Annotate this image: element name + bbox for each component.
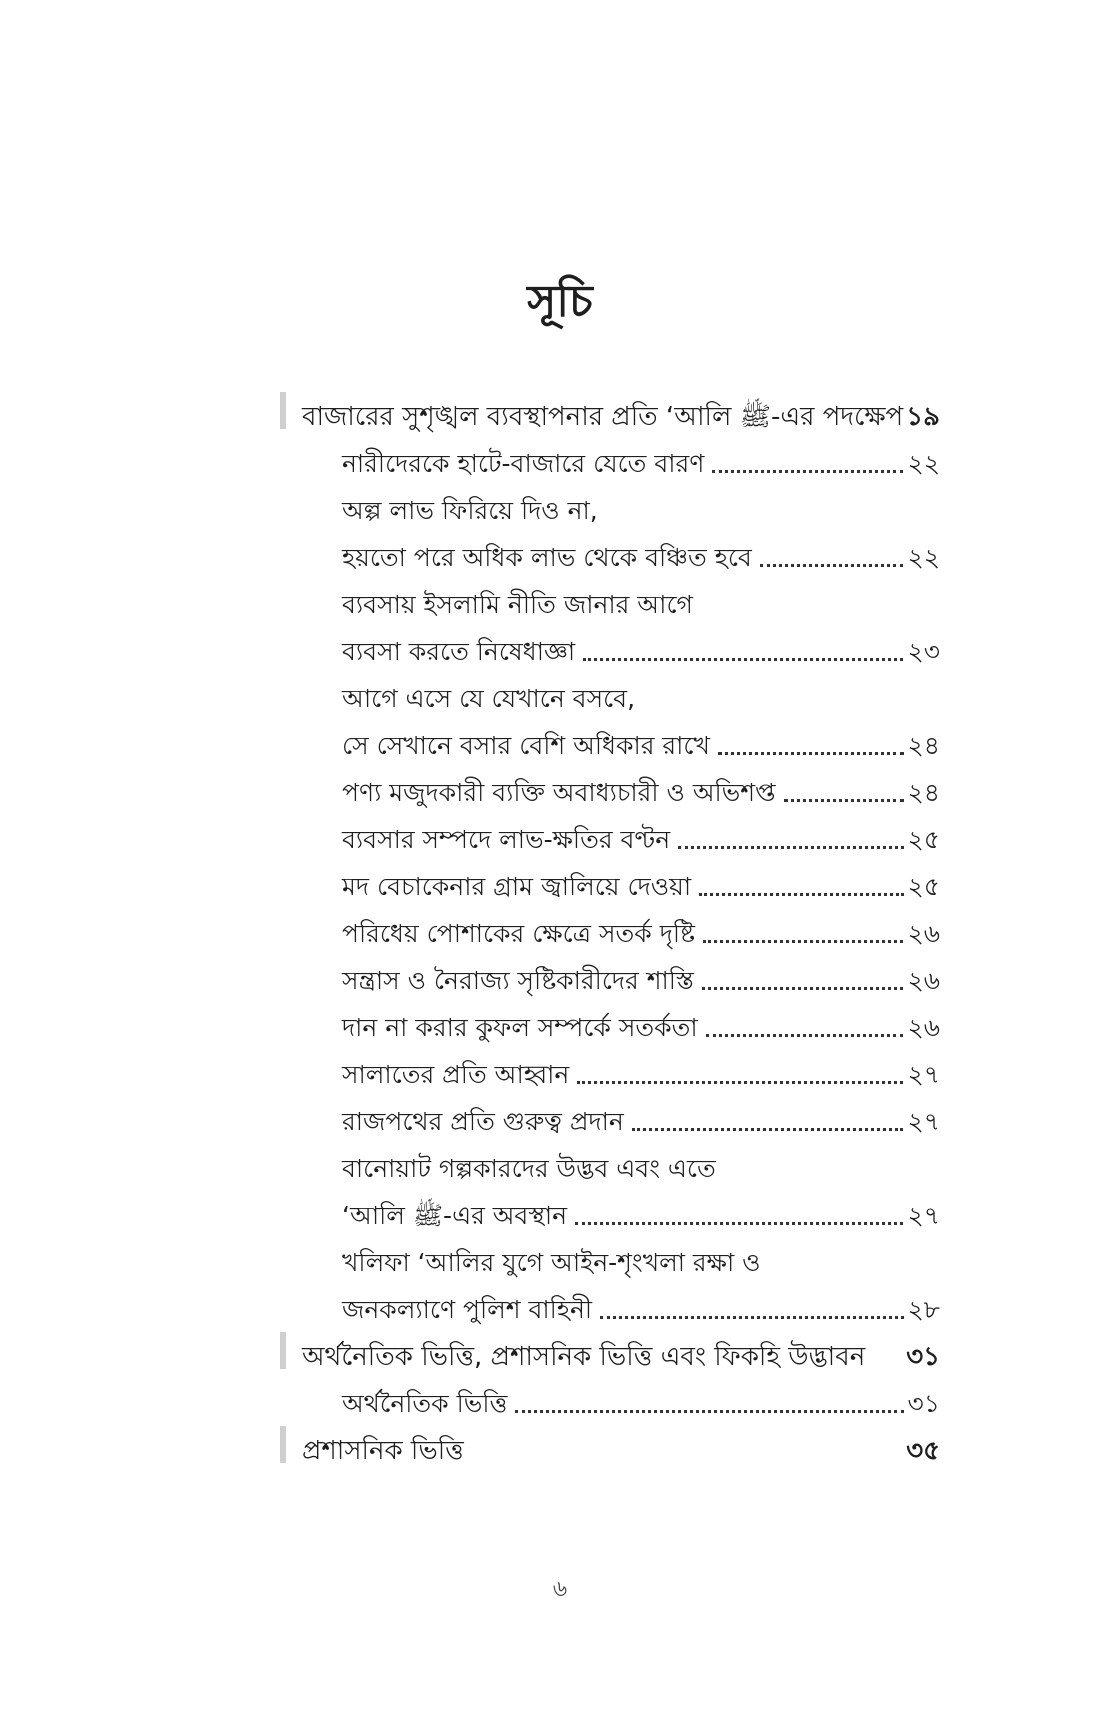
toc-entry	[280, 574, 940, 621]
dot-leader	[699, 893, 903, 896]
toc-page-number: ২২	[907, 449, 940, 478]
toc-entry	[280, 903, 940, 950]
toc-entry-title: আগে এসে যে যেখানে বসবে,	[342, 684, 636, 713]
toc-entry	[280, 480, 940, 527]
toc-entry	[280, 809, 940, 856]
toc-entry	[280, 715, 940, 762]
toc-entry-title: অর্থনৈতিক ভিত্তি	[342, 1389, 508, 1418]
toc-entry-title: প্রশাসনিক ভিত্তি	[302, 1436, 464, 1466]
toc-page-number: ২৭	[907, 1060, 940, 1089]
toc-entry-title: ব্যবসায় ইসলামি নীতি জানার আগে	[342, 590, 693, 619]
toc-entry-title: ‘আলি ﷺ-এর অবস্থান	[342, 1201, 568, 1230]
table-of-contents	[280, 386, 940, 1467]
toc-entry-title: সে সেখানে বসার বেশি অধিকার রাখে	[342, 731, 710, 760]
dot-leader	[760, 564, 904, 567]
toc-entry-title: ব্যবসা করতে নিষেধাজ্ঞা	[342, 637, 576, 666]
toc-entry-title: বানোয়াট গল্পকারদের উদ্ভব এবং এতে	[342, 1154, 716, 1183]
toc-entry	[280, 1185, 940, 1232]
dot-leader	[712, 470, 903, 473]
dot-leader	[703, 940, 904, 943]
toc-section	[280, 1326, 940, 1373]
dot-leader	[784, 799, 904, 802]
toc-page-number: ২৬	[907, 1013, 940, 1042]
dot-leader	[706, 1034, 904, 1037]
dot-leader	[678, 846, 903, 849]
toc-entry-title: খলিফা ‘আলির যুগে আইন-শৃংখলা রক্ষা ও	[342, 1248, 761, 1277]
toc-page-number: ২৬	[907, 966, 940, 995]
toc-entry	[280, 1044, 940, 1091]
dot-leader	[577, 1081, 903, 1084]
toc-entry	[280, 1232, 940, 1279]
toc-entry-title: বাজারের সুশৃঙ্খল ব্যবস্থাপনার প্রতি ‘আলি ﷺ-এর পদক্ষেপ	[302, 402, 904, 432]
toc-entry	[280, 997, 940, 1044]
toc-entry-title: জনকল্যাণে পুলিশ বাহিনী	[342, 1295, 593, 1324]
toc-page-number: ৩১	[906, 1342, 940, 1372]
dot-leader	[632, 1128, 904, 1131]
toc-entry-title: অল্প লাভ ফিরিয়ে দিও না,	[342, 496, 598, 525]
toc-page-number: ৩১	[907, 1389, 940, 1418]
page-number: ৬	[552, 1577, 568, 1602]
toc-entry-title: দান না করার কুফল সম্পর্কে সতর্কতা	[342, 1013, 698, 1042]
toc-entry-title: রাজপথের প্রতি গুরুত্ব প্রদান	[342, 1107, 624, 1136]
toc-entry	[280, 433, 940, 480]
toc-page-number: ২৭	[907, 1201, 940, 1230]
dot-leader	[583, 658, 903, 661]
toc-entry-title: পণ্য মজুদকারী ব্যক্তি অবাধ্যচারী ও অভিশপ্ত	[342, 778, 776, 807]
toc-entry	[280, 527, 940, 574]
toc-entry-title: পরিধেয় পোশাকের ক্ষেত্রে সতর্ক দৃষ্টি	[342, 919, 695, 948]
toc-page-number: ১৯	[906, 402, 940, 432]
toc-entry	[280, 1373, 940, 1420]
page-title: সূচি	[527, 276, 593, 327]
toc-page-number: ২৭	[907, 1107, 940, 1136]
toc-entry-title: ব্যবসার সম্পদে লাভ-ক্ষতির বণ্টন	[342, 825, 671, 854]
toc-entry	[280, 950, 940, 997]
toc-section	[280, 386, 940, 433]
toc-entry	[280, 621, 940, 668]
toc-entry	[280, 856, 940, 903]
toc-entry	[280, 1091, 940, 1138]
dot-leader	[575, 1222, 903, 1225]
toc-page-number: ২৩	[907, 637, 940, 666]
toc-page-number: ২২	[907, 543, 940, 572]
dot-leader	[600, 1316, 903, 1319]
toc-entry-title: অর্থনৈতিক ভিত্তি, প্রশাসনিক ভিত্তি এবং ফিকহি উদ্ভাবন	[302, 1342, 866, 1372]
toc-entry	[280, 1138, 940, 1185]
dot-leader	[718, 752, 904, 755]
dot-leader	[515, 1410, 903, 1413]
toc-page-number: ২৪	[907, 731, 940, 760]
toc-page-number: ২৫	[907, 872, 940, 901]
toc-entry	[280, 668, 940, 715]
toc-entry	[280, 1279, 940, 1326]
toc-page-number: ৩৫	[906, 1436, 940, 1466]
toc-entry-title: মদ বেচাকেনার গ্রাম জ্বালিয়ে দেওয়া	[342, 872, 692, 901]
toc-entry-title: নারীদেরকে হাটে-বাজারে যেতে বারণ	[342, 449, 705, 478]
dot-leader	[702, 987, 904, 990]
toc-entry-title: সালাতের প্রতি আহ্বান	[342, 1060, 570, 1089]
toc-entry-title: সন্ত্রাস ও নৈরাজ্য সৃষ্টিকারীদের শাস্তি	[342, 966, 694, 995]
toc-entry	[280, 762, 940, 809]
toc-page-number: ২৫	[907, 825, 940, 854]
toc-page-number: ২৪	[907, 778, 940, 807]
toc-page-number: ২৮	[907, 1295, 940, 1324]
toc-entry-title: হয়তো পরে অধিক লাভ থেকে বঞ্চিত হবে	[342, 543, 752, 572]
toc-section	[280, 1420, 940, 1467]
toc-page-number: ২৬	[907, 919, 940, 948]
